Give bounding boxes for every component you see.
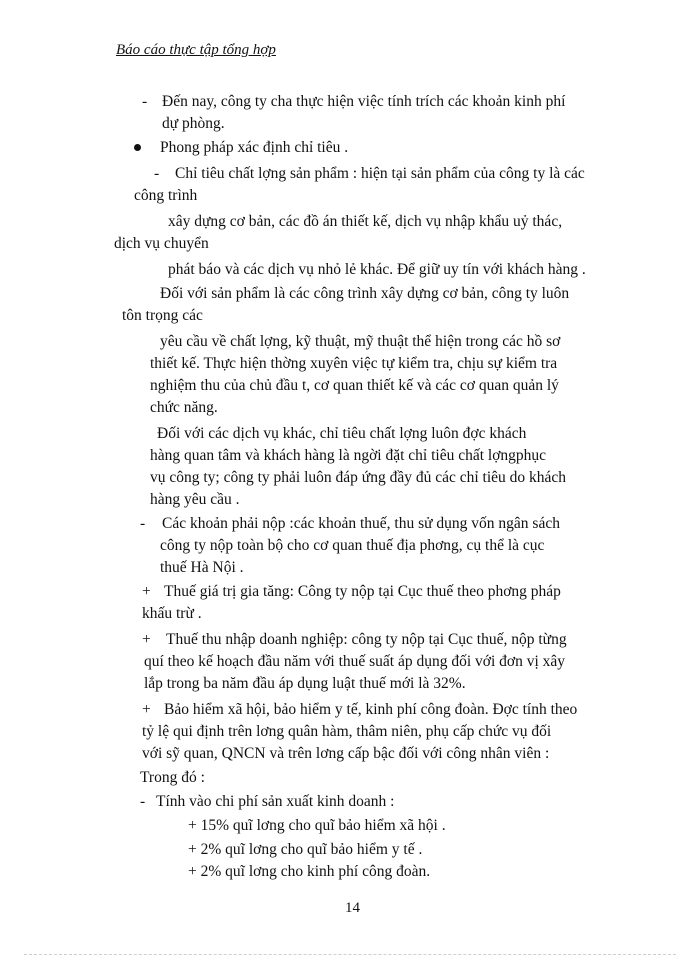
text-line: tỷ lệ qui định trên lơng quân hàm, thâm niên, phụ cấp chức vụ đối bbox=[142, 723, 552, 740]
page-bottom-rule bbox=[24, 954, 676, 955]
text-line: quí theo kế hoạch đầu năm với thuế suất áp dụng đối với đơn vị xây bbox=[144, 653, 566, 670]
page-number: 14 bbox=[345, 900, 360, 916]
text-line: Đối với sản phẩm là các công trình xây dựng cơ bản, công ty luôn bbox=[160, 285, 570, 302]
text-line: Đối với các dịch vụ khác, chỉ tiêu chất lợng luôn đợc khách bbox=[157, 425, 527, 442]
text-line: công ty nộp toàn bộ cho cơ quan thuế địa phơng, cụ thể là cục bbox=[160, 537, 545, 554]
text-line: Đến nay, công ty cha thực hiện việc tính trích các khoản kinh phí bbox=[162, 93, 566, 110]
text-line: Thuế thu nhập doanh nghiệp: công ty nộp tại Cục thuế, nộp từng bbox=[166, 631, 567, 648]
text-line: yêu cầu về chất lợng, kỹ thuật, mỹ thuật thể hiện trong các hồ sơ bbox=[160, 333, 561, 350]
text-line: dự phòng. bbox=[162, 115, 225, 132]
text-line: với sỹ quan, QNCN và trên lơng cấp bậc đối với công nhân viên : bbox=[142, 745, 550, 762]
text-line: Tính vào chi phí sản xuất kinh doanh : bbox=[156, 793, 395, 810]
text-line: Các khoản phải nộp :các khoản thuế, thu sử dụng vốn ngân sách bbox=[162, 515, 560, 532]
bullet-icon bbox=[134, 144, 141, 151]
text-line: hàng quan tâm và khách hàng là ngời đặt chỉ tiêu chất lợngphục bbox=[150, 447, 547, 464]
text-line: Trong đó : bbox=[140, 769, 205, 786]
text-line: Bảo hiểm xã hội, bảo hiểm y tế, kinh phí công đoàn. Đợc tính theo bbox=[164, 701, 578, 718]
plus-marker: + bbox=[142, 701, 151, 718]
text-line: hàng yêu cầu . bbox=[150, 491, 240, 508]
text-line: + 2% quĩ lơng cho quĩ bảo hiểm y tế . bbox=[188, 841, 423, 858]
text-line: Chỉ tiêu chất lợng sản phẩm : hiện tại sản phẩm của công ty là các bbox=[175, 165, 585, 182]
text-line: nghiệm thu của chủ đầu t, cơ quan thiết kế và các cơ quan quản lý bbox=[150, 377, 559, 394]
text-line: chức năng. bbox=[150, 399, 218, 416]
text-line: khấu trừ . bbox=[142, 605, 202, 622]
text-line: xây dựng cơ bản, các đồ án thiết kế, dịch vụ nhập khẩu uỷ thác, bbox=[168, 213, 563, 230]
text-line: Thuế giá trị gia tăng: Công ty nộp tại Cục thuế theo phơng pháp bbox=[164, 583, 561, 600]
text-line: thiết kế. Thực hiện thờng xuyên việc tự kiểm tra, chịu sự kiểm tra bbox=[150, 355, 558, 372]
text-line: thuế Hà Nội . bbox=[160, 559, 244, 576]
dash-marker: - bbox=[154, 165, 160, 182]
text-line: + 2% quĩ lơng cho kinh phí công đoàn. bbox=[188, 863, 431, 880]
plus-marker: + bbox=[142, 583, 151, 600]
text-line: tôn trọng các bbox=[122, 307, 203, 324]
text-line: công trình bbox=[134, 187, 198, 204]
dash-marker: - bbox=[140, 793, 146, 810]
page-header: Báo cáo thực tập tổng hợp bbox=[116, 42, 276, 58]
text-line: vụ công ty; công ty phải luôn đáp ứng đầy đủ các chỉ tiêu do khách bbox=[150, 469, 567, 486]
plus-marker: + bbox=[142, 631, 151, 648]
text-line: + 15% quĩ lơng cho quĩ bảo hiểm xã hội . bbox=[188, 817, 446, 834]
text-line: lắp trong ba năm đầu áp dụng luật thuế mới là 32%. bbox=[144, 675, 466, 692]
dash-marker: - bbox=[142, 93, 148, 110]
text-line: Phong pháp xác định chỉ tiêu . bbox=[160, 139, 349, 156]
text-line: phát báo và các dịch vụ nhỏ lẻ khác. Để giữ uy tín với khách hàng . bbox=[168, 261, 586, 278]
dash-marker: - bbox=[140, 515, 146, 532]
text-line: dịch vụ chuyển bbox=[114, 235, 209, 252]
